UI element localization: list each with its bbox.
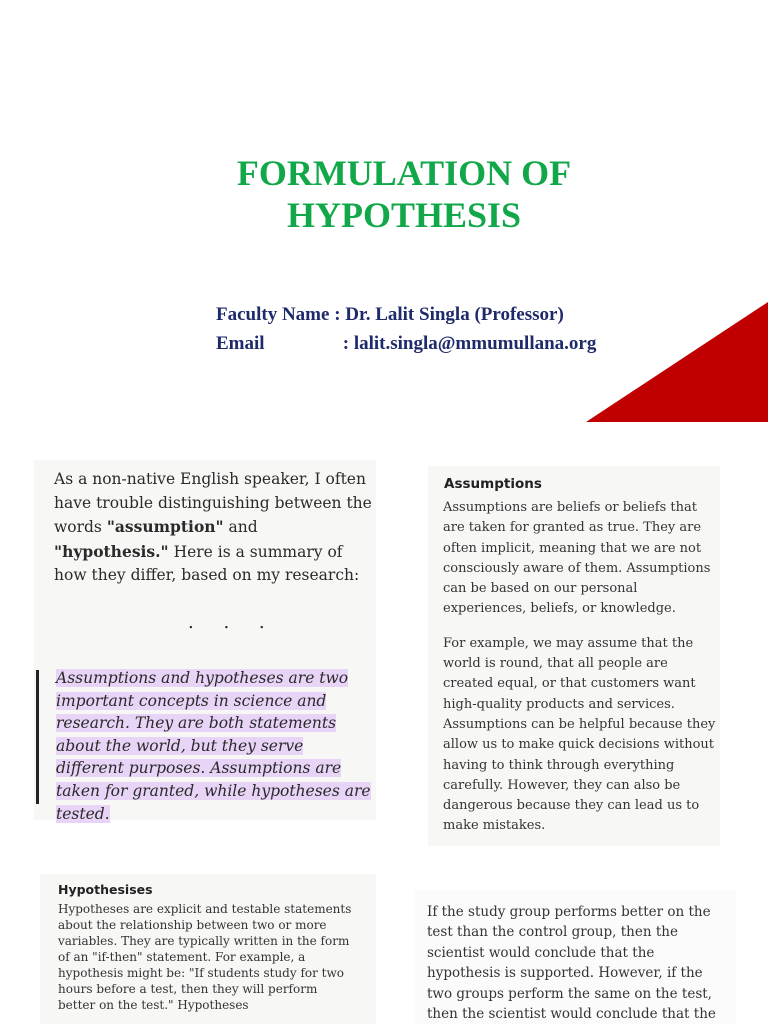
word-hypothesis: "hypothesis."	[54, 541, 169, 561]
assumptions-panel	[428, 466, 720, 846]
quote-text: Assumptions and hypotheses are two important concepts in science and research. They are both statements about the world, but they serve different purposes. Assumptions are taken for granted, while hypotheses are tested.	[56, 669, 371, 823]
assumptions-paragraph-1: Assumptions are beliefs or beliefs that are taken for granted as true. They are often implicit, meaning that we are not consciously aware of them. Assumptions can be based on our personal experiences, beliefs, or knowledge.	[443, 500, 711, 617]
intro-and: and	[223, 518, 258, 537]
page-title	[0, 152, 768, 236]
quote-bar	[36, 670, 39, 804]
assumptions-body	[443, 498, 721, 851]
hypothesises-heading: Hypothesises	[58, 882, 153, 897]
title-line-1: FORMULATION OF	[236, 153, 572, 193]
email-separator: :	[342, 333, 350, 354]
word-assumption: "assumption"	[106, 517, 224, 537]
hypothesises-panel	[40, 874, 376, 1024]
faculty-info	[216, 300, 596, 358]
title-line-2: HYPOTHESIS	[286, 195, 522, 235]
faculty-name-row	[216, 300, 596, 329]
intro-text-b: Here is a summary of how they differ, based on my research:	[54, 542, 360, 585]
faculty-name-value: Dr. Lalit Singla (Professor)	[345, 304, 564, 325]
decorative-red-triangle	[586, 302, 768, 422]
hypothesises-body: Hypotheses are explicit and testable statements about the relationship between two or more variables. They are typically written in the form of an "if-then" statement. For example, a hypothesis might be: "If students study for two hours before a test, then they will perform better on the test." Hypotheses	[58, 902, 352, 1012]
study-group-panel	[414, 890, 736, 1024]
assumptions-heading: Assumptions	[444, 476, 542, 492]
intro-text	[54, 468, 372, 588]
faculty-name-label: Faculty Name :	[216, 304, 341, 325]
email-value: lalit.singla@mmumullana.org	[353, 333, 597, 354]
highlighted-quote	[56, 667, 376, 825]
faculty-email-row	[216, 329, 596, 358]
assumption-vs-hypothesis-intro	[34, 460, 376, 823]
email-label: Email	[216, 333, 265, 354]
section-dots: . . .	[188, 612, 277, 633]
assumptions-paragraph-2: For example, we may assume that the world is round, that all people are created equal, or that customers want high-quality products and services. Assumptions can be helpful because they allow us to make quick decisions without having to think through everything carefully. However, they can also be dangerous because they can lead us to make mistakes.	[443, 635, 716, 834]
intro-text-a: As a non-native English speaker, I often have trouble distinguishing between the words	[54, 470, 372, 537]
study-group-body: If the study group performs better on the test than the control group, then the scientist would conclude that the hypothesis is supported. However, if the two groups perform the same on the test, then the scientist would conclude that the	[427, 904, 716, 1023]
